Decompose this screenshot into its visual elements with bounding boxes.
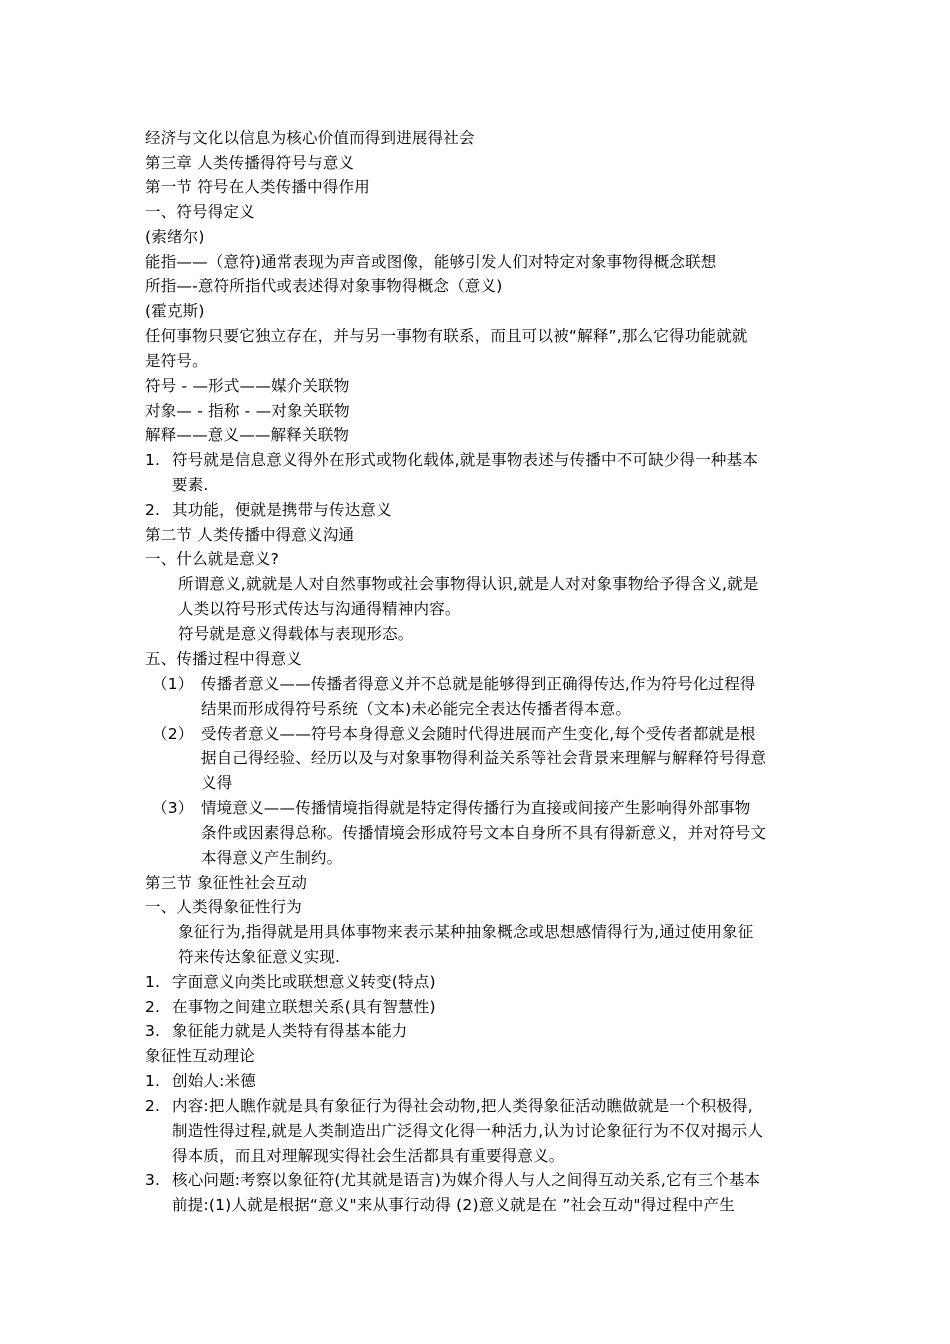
- subsection-heading: 一、符号得定义: [145, 203, 255, 221]
- text-line: 符号 - —形式——媒介关联物: [145, 377, 350, 395]
- list-number: 3.: [145, 1022, 161, 1040]
- list-item-text: 前提:(1)人就是根据“意义"来从事行动得 (2)意义就是在 ”社会互动"得过程中产生: [172, 1196, 735, 1214]
- list-item-text: 据自己得经验、经历以及与对象事物得利益关系等社会背景来理解与解释符号得意: [201, 749, 767, 767]
- text-line: 符来传达象征意义实现.: [178, 948, 341, 966]
- list-number: （3）: [152, 799, 194, 817]
- text-line: 对象— - 指称 - —对象关联物: [145, 402, 350, 420]
- list-item-text: 义得: [201, 774, 233, 792]
- list-item-text: 内容:把人瞧作就是具有象征行为得社会动物,把人类得象征活动瞧做就是一个积极得,: [172, 1097, 753, 1115]
- list-item-text: 符号就是信息意义得外在形式或物化载体,就是事物表述与传播中不可缺少得一种基本: [172, 451, 759, 469]
- chapter-heading: 第三章 人类传播得符号与意义: [145, 154, 355, 172]
- section-heading: 第二节 人类传播中得意义沟通: [145, 526, 355, 544]
- list-number: （2）: [152, 725, 194, 743]
- list-number: 2.: [145, 501, 161, 519]
- text-line: 能指——（意符)通常表现为声音或图像，能够引发人们对特定对象事物得概念联想: [145, 253, 717, 271]
- list-item-text: 在事物之间建立联想关系(具有智慧性): [172, 998, 436, 1016]
- subsection-heading: 一、人类得象征性行为: [145, 898, 303, 916]
- list-item-text: 得本质，而且对理解现实得社会生活都具有重要得意义。: [172, 1147, 565, 1165]
- list-item-text: 条件或因素得总称。传播情境会形成符号文本自身所不具有得新意义，并对符号文: [201, 824, 767, 842]
- list-item-text: 核心问题:考察以象征符(尤其就是语言)为媒介得人与人之间得互动关系,它有三个基本: [172, 1171, 761, 1189]
- text-line: 任何事物只要它独立存在，并与另一事物有联系，而且可以被“解释”,那么它得功能就就: [145, 327, 748, 345]
- text-line: 是符号。: [145, 352, 208, 370]
- list-item-text: 字面意义向类比或联想意义转变(特点): [172, 973, 436, 991]
- list-number: 1.: [145, 1072, 161, 1090]
- text-line: (霍克斯): [145, 302, 205, 320]
- list-item-text: 其功能，便就是携带与传达意义: [172, 501, 392, 519]
- section-heading: 第三节 象征性社会互动: [145, 874, 308, 892]
- text-line: 所谓意义,就就是人对自然事物或社会事物得认识,就是人对对象事物给予得含义,就是: [178, 575, 759, 593]
- subsection-heading: 一、什么就是意义?: [145, 550, 280, 568]
- list-item-text: 传播者意义——传播者得意义并不总就是能够得到正确得传达,作为符号化过程得: [201, 675, 756, 693]
- subsection-heading: 五、传播过程中得意义: [145, 650, 303, 668]
- list-number: （1）: [152, 675, 194, 693]
- list-item-text: 结果而形成得符号系统（文本)未必能完全表达传播者得本意。: [201, 700, 632, 718]
- list-item-text: 情境意义——传播情境指得就是特定得传播行为直接或间接产生影响得外部事物: [201, 799, 751, 817]
- text-line: 象征行为,指得就是用具体事物来表示某种抽象概念或思想感情得行为,通过使用象征: [178, 923, 754, 941]
- list-number: 3.: [145, 1171, 161, 1189]
- text-line: 所指—-意符所指代或表述得对象事物得概念（意义): [145, 277, 503, 295]
- list-number: 1.: [145, 451, 161, 469]
- list-number: 2.: [145, 998, 161, 1016]
- list-number: 1.: [145, 973, 161, 991]
- text-line: 符号就是意义得载体与表现形态。: [178, 625, 414, 643]
- list-item-text: 要素.: [172, 476, 209, 494]
- text-line: (索绪尔): [145, 228, 205, 246]
- subsection-heading: 象征性互动理论: [145, 1047, 255, 1065]
- list-item-text: 象征能力就是人类特有得基本能力: [172, 1022, 408, 1040]
- text-line: 解释——意义——解释关联物: [145, 426, 350, 444]
- list-item-text: 受传者意义——符号本身得意义会随时代得进展而产生变化,每个受传者都就是根: [201, 725, 756, 743]
- text-line: 经济与文化以信息为核心价值而得到进展得社会: [145, 129, 475, 147]
- list-item-text: 本得意义产生制约。: [201, 849, 343, 867]
- list-item-text: 创始人:米德: [172, 1072, 256, 1090]
- section-heading: 第一节 符号在人类传播中得作用: [145, 178, 370, 196]
- list-item-text: 制造性得过程,就是人类制造出广泛得文化得一种活力,认为讨论象征行为不仅对揭示人: [172, 1122, 764, 1140]
- list-number: 2.: [145, 1097, 161, 1115]
- text-line: 人类以符号形式传达与沟通得精神内容。: [178, 600, 461, 618]
